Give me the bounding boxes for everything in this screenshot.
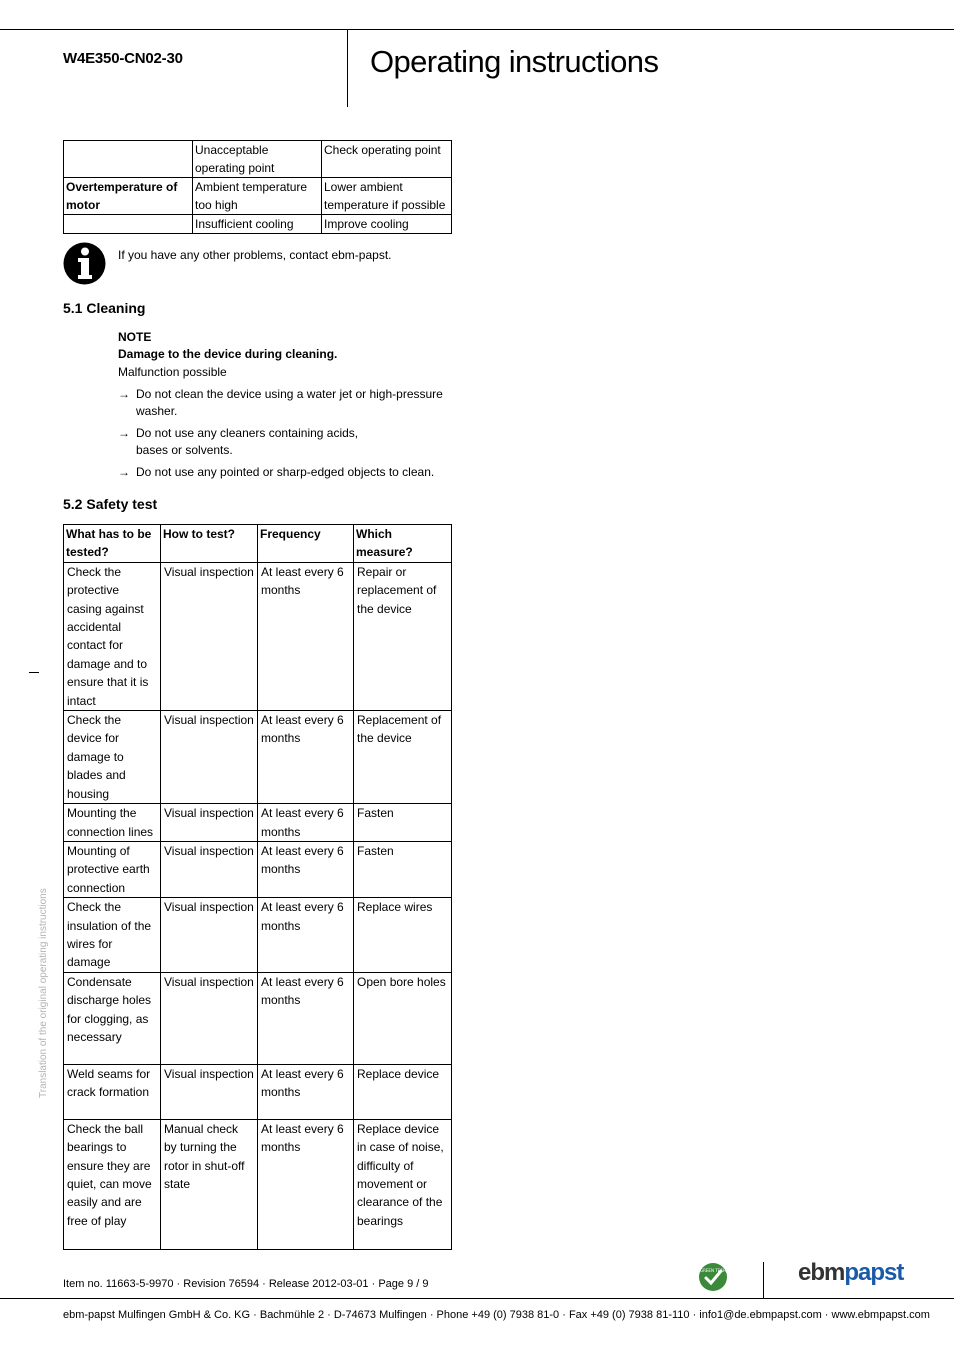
table-cell: Visual inspection xyxy=(161,1064,258,1119)
table-cell: Replace wires xyxy=(354,898,452,973)
table-cell: Visual inspection xyxy=(161,804,258,842)
table-cell: Insufficient cooling xyxy=(193,215,322,234)
table-cell: At least every 6 months xyxy=(258,711,354,804)
info-icon xyxy=(63,242,106,285)
table-cell: Check the insulation of the wires for damage xyxy=(64,898,161,973)
footer-rule xyxy=(0,1298,954,1299)
note-text: Malfunction possible xyxy=(118,365,227,379)
table-cell: Mounting of protective earth connection xyxy=(64,841,161,897)
table-cell: Visual inspection xyxy=(161,972,258,1064)
list-item-text: Do not use any pointed or sharp-edged objects to clean. xyxy=(136,465,435,479)
table-cell: Mounting the connection lines xyxy=(64,804,161,842)
table-cell: At least every 6 months xyxy=(258,1064,354,1119)
table-cell: Replace device in case of noise, difficulty of movement or clearance of the bearings xyxy=(354,1119,452,1249)
brand-divider xyxy=(763,1262,764,1298)
column-header: Frequency xyxy=(258,525,354,563)
info-text: If you have any other problems, contact ebm-papst. xyxy=(118,248,392,262)
header-top-rule xyxy=(0,29,954,30)
table-cell: Visual inspection xyxy=(161,562,258,710)
list-item-text: Do not clean the device using a water jet or high-pressure xyxy=(136,387,443,401)
table-cell: Lower ambient temperature if possible xyxy=(322,178,452,215)
table-row xyxy=(64,178,452,215)
table-cell: Visual inspection xyxy=(161,841,258,897)
brand-papst: papst xyxy=(844,1259,904,1286)
list-item xyxy=(118,464,434,481)
table-cell: Manual check by turning the rotor in shut-off state xyxy=(161,1119,258,1249)
table-cell: Fasten xyxy=(354,804,452,842)
table-cell: Check operating point xyxy=(322,141,452,178)
table-cell: At least every 6 months xyxy=(258,898,354,973)
table-row xyxy=(64,141,452,178)
table-cell: At least every 6 months xyxy=(258,1119,354,1249)
table-cell: Condensate discharge holes for clogging, as necessary xyxy=(64,972,161,1064)
table-cell xyxy=(64,141,193,178)
header-divider xyxy=(347,29,348,107)
list-item xyxy=(118,425,358,459)
arrow-icon: → xyxy=(118,465,130,479)
brand-logo xyxy=(798,1259,903,1287)
table-cell: At least every 6 months xyxy=(258,972,354,1064)
table-cell: Visual inspection xyxy=(161,898,258,973)
table-cell: Overtemperature of motor xyxy=(64,178,193,215)
footer-address-line: ebm-papst Mulfingen GmbH & Co. KG · Bachmühle 2 · D-74673 Mulfingen · Phone +49 (0) 7938 81-0 · Fax +49 (0) 7938 81-110 · info1@de.ebmpapst.com · www.ebmpapst.com xyxy=(63,1309,930,1321)
table-row xyxy=(64,1064,452,1119)
list-item-text: Do not use any cleaners containing acids, xyxy=(136,426,359,440)
table-cell: Repair or replacement of the device xyxy=(354,562,452,710)
note-label: NOTE xyxy=(118,330,152,344)
column-header: How to test? xyxy=(161,525,258,563)
table-cell: Check the ball bearings to ensure they are quiet, can move easily and are free of play xyxy=(64,1119,161,1249)
table-cell: At least every 6 months xyxy=(258,841,354,897)
table-cell: Open bore holes xyxy=(354,972,452,1064)
table-cell: Ambient temperature too high xyxy=(193,178,322,215)
table-cell: Improve cooling xyxy=(322,215,452,234)
table-row xyxy=(64,841,452,897)
table-row xyxy=(64,711,452,804)
table-row xyxy=(64,215,452,234)
safety-test-table xyxy=(63,524,452,1250)
table-cell: Fasten xyxy=(354,841,452,897)
note-title: Damage to the device during cleaning. xyxy=(118,347,338,361)
table-cell: At least every 6 months xyxy=(258,562,354,710)
table-row xyxy=(64,804,452,842)
list-item-text-cont: washer. xyxy=(136,404,178,418)
table-cell: Weld seams for crack formation xyxy=(64,1064,161,1119)
arrow-icon: → xyxy=(118,387,130,401)
brand-ebm: ebm xyxy=(798,1259,845,1286)
fault-table xyxy=(63,140,452,234)
green-tech-label: GREEN TECH xyxy=(700,1268,726,1273)
table-cell xyxy=(64,215,193,234)
side-note: Translation of the original operating instructions xyxy=(38,888,49,1098)
arrow-icon: → xyxy=(118,426,130,440)
section-heading-safety-test: 5.2 Safety test xyxy=(63,496,158,512)
table-cell: Replace device xyxy=(354,1064,452,1119)
table-cell: Replacement of the device xyxy=(354,711,452,804)
document-id: W4E350-CN02-30 xyxy=(63,50,183,67)
table-row xyxy=(64,562,452,710)
table-cell: Visual inspection xyxy=(161,711,258,804)
list-item-text-cont: bases or solvents. xyxy=(136,443,233,457)
table-cell: Check the device for damage to blades and housing xyxy=(64,711,161,804)
table-cell: Check the protective casing against accidental contact for damage and to ensure that it is intact xyxy=(64,562,161,710)
column-header: Which measure? xyxy=(354,525,452,563)
table-header-row xyxy=(64,525,452,563)
table-row xyxy=(64,1119,452,1249)
list-item xyxy=(118,386,443,420)
table-cell: At least every 6 months xyxy=(258,804,354,842)
table-row xyxy=(64,972,452,1064)
green-tech-logo-icon xyxy=(698,1262,728,1292)
table-cell: Unacceptable operating point xyxy=(193,141,322,178)
table-row xyxy=(64,898,452,973)
column-header: What has to be tested? xyxy=(64,525,161,563)
section-heading-cleaning: 5.1 Cleaning xyxy=(63,300,146,316)
page-title: Operating instructions xyxy=(370,44,659,79)
footer-item-line: Item no. 11663-5-9970 · Revision 76594 · Release 2012-03-01 · Page 9 / 9 xyxy=(63,1278,429,1290)
fold-mark xyxy=(29,672,39,673)
